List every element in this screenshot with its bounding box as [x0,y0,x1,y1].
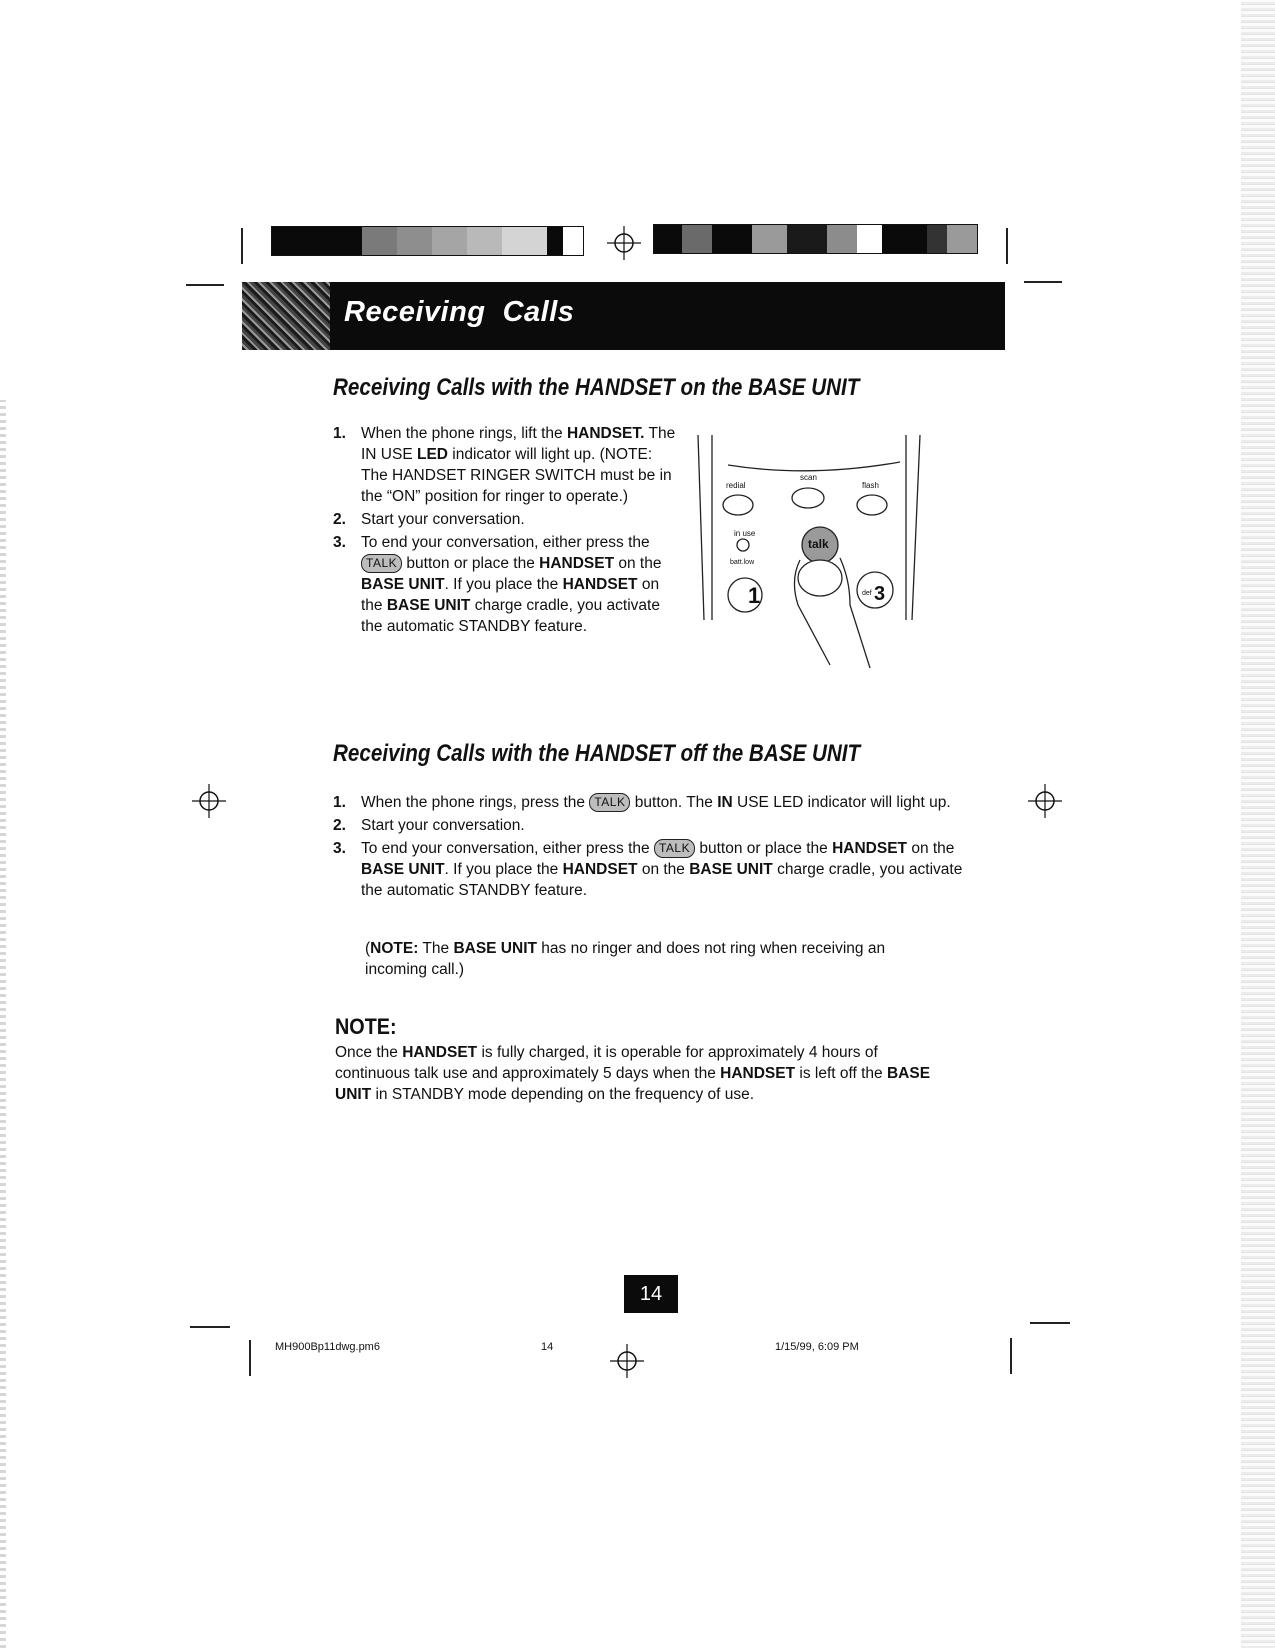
crop-mark [241,228,243,264]
note-text: Once the HANDSET is fully charged, it is operable for approximately 4 hours of continuous talk use and approximately 5 days when the HANDSET is left off the BASE UNIT in STANDBY mode depending on the frequency of use. [335,1044,931,1103]
key-label-in-use: in use [734,529,756,538]
list-item: 1. When the phone rings, lift the HANDSET. The IN USE LED indicator will light up. (NOTE: The HANDSET RINGER SWITCH must be in the “ON” position for ringer to operate.) [333,425,676,505]
note-heading: NOTE: [335,1014,397,1039]
crop-mark [186,284,224,286]
section-heading: Receiving Calls with the HANDSET on the BASE UNIT [333,374,860,401]
talk-key-icon: TALK [589,793,630,812]
crop-mark [1024,281,1062,283]
page-number: 14 [624,1275,678,1313]
key-label-talk: talk [808,537,829,551]
list-item: 2. Start your conversation. [333,817,525,834]
list-item: 1. When the phone rings, press the TALK button. The IN USE LED indicator will light up. [333,794,951,811]
key-label-redial: redial [726,481,746,490]
steps-list [333,423,677,639]
talk-key-icon: TALK [361,554,402,573]
registration-target-icon [607,226,641,260]
crop-mark [1030,1322,1070,1324]
scan-edge-right [1241,0,1275,1648]
footer-datetime: 1/15/99, 6:09 PM [775,1341,859,1353]
key-label-scan: scan [800,473,817,482]
crop-mark [1010,1338,1012,1374]
registration-target-icon [1028,784,1062,818]
key-label-flash: flash [862,481,879,490]
banner-texture [242,282,330,350]
crop-mark [249,1340,251,1376]
color-bar-right [653,224,978,254]
key-label-one: 1 [748,583,761,608]
handset-keypad-illustration [690,430,930,675]
key-label-def: def [862,590,872,597]
crop-mark [190,1326,230,1328]
key-label-batt-low: batt.low [730,559,755,566]
crop-mark [1006,228,1008,264]
key-label-three: 3 [874,583,886,605]
page-title: Receiving Calls [344,296,575,328]
talk-key-icon: TALK [654,839,695,858]
color-bar-left [271,226,584,256]
list-item: 3. To end your conversation, either press the TALK button or place the HANDSET on the BASE UNIT. If you place the HANDSET on the BASE UNIT charge cradle, you activate the automatic STANDBY feature. [333,534,662,635]
footer-filename: MH900Bp11dwg.pm6 [275,1341,380,1353]
registration-target-icon [610,1344,644,1378]
scan-edge-left [0,400,6,1648]
list-item: 2. Start your conversation. [333,511,525,528]
steps-list [333,792,973,903]
registration-target-icon [192,784,226,818]
section-heading: Receiving Calls with the HANDSET off the BASE UNIT [333,740,861,767]
base-unit-note: (NOTE: The BASE UNIT has no ringer and does not ring when receiving an incoming call.) [365,940,886,978]
list-item: 3. To end your conversation, either press the TALK button or place the HANDSET on the BASE UNIT. If you place the HANDSET on the BASE UNIT charge cradle, you activate the automatic STANDBY feature. [333,840,963,899]
footer-page: 14 [541,1341,554,1353]
